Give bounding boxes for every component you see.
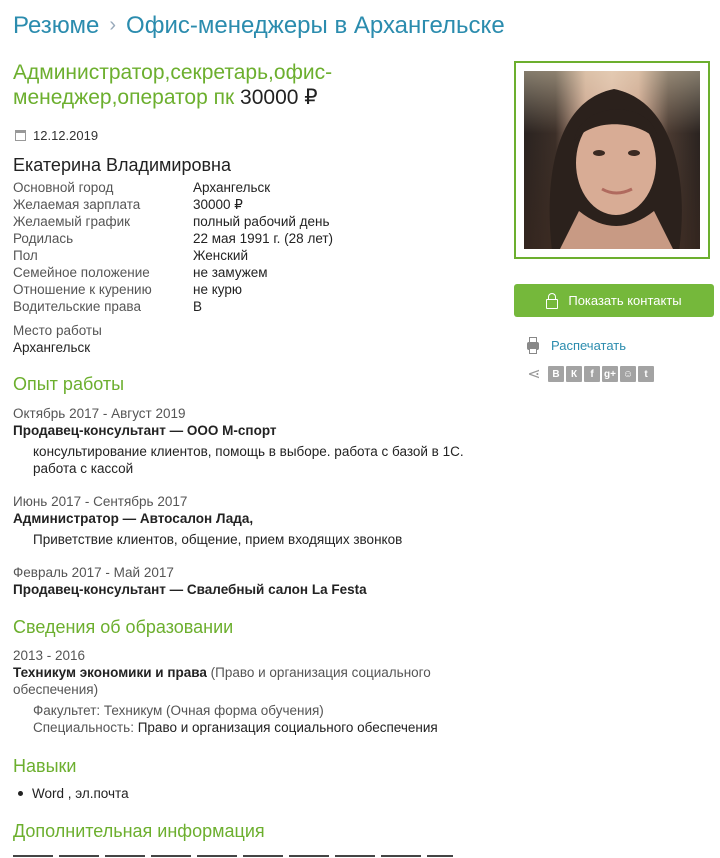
info-row	[13, 179, 333, 196]
education-institution: Техникум экономики и права	[13, 665, 207, 680]
skills-heading: Навыки	[13, 756, 77, 776]
education-specialty-label: Специальность:	[33, 720, 134, 735]
info-label: Водительские права	[13, 299, 141, 314]
education-heading: Сведения об образовании	[13, 617, 234, 637]
education-specialty	[33, 719, 493, 736]
workplace-value: Архангельск	[13, 340, 91, 355]
share-icon: ⋖	[527, 366, 541, 383]
experience-item	[13, 564, 503, 598]
candidate-photo-frame[interactable]	[514, 61, 710, 259]
experience-description: Приветствие клиентов, общение, прием входящих звонков	[33, 532, 403, 547]
info-value: B	[193, 299, 203, 314]
workplace-label: Место работы	[13, 323, 102, 338]
education-institution-note: (Право и организация социального обеспечения)	[13, 665, 431, 697]
printer-icon	[527, 342, 539, 350]
experience-period: Октябрь 2017 - Август 2019	[13, 406, 186, 421]
info-value: полный рабочий день	[193, 214, 330, 229]
experience-heading: Опыт работы	[13, 374, 125, 394]
resume-position: Администратор,секретарь,офис-менеджер,оператор пк	[13, 61, 333, 109]
info-label: Родилась	[13, 231, 74, 246]
info-row	[13, 298, 333, 315]
bullet-icon	[18, 791, 23, 796]
info-label: Пол	[13, 248, 38, 263]
vk-share-icon[interactable]: В	[548, 366, 564, 382]
additional-heading: Дополнительная информация	[13, 821, 265, 841]
resume-date-value: 12.12.2019	[33, 128, 99, 143]
info-row	[13, 230, 333, 247]
info-row	[13, 264, 333, 281]
candidate-name: Екатерина Владимировна	[13, 155, 232, 175]
education-institution-line	[13, 664, 493, 698]
info-row	[13, 196, 333, 213]
experience-position: Продавец-консультант — ООО М-спорт	[13, 423, 277, 438]
print-link[interactable]	[527, 338, 626, 353]
print-label: Распечатать	[551, 338, 627, 353]
resume-title	[13, 60, 433, 110]
info-label: Желаемая зарплата	[13, 197, 141, 212]
truncated-text-line	[13, 853, 453, 858]
info-value: не курю	[193, 282, 243, 297]
info-value: Архангельск	[193, 180, 271, 195]
show-contacts-label: Показать контакты	[568, 293, 682, 308]
breadcrumb-root-link[interactable]: Резюме	[13, 12, 100, 39]
info-label: Основной город	[13, 180, 114, 195]
resume-date	[15, 128, 98, 143]
facebook-share-icon[interactable]: f	[584, 366, 600, 382]
skills-list	[18, 786, 129, 801]
info-row	[13, 213, 333, 230]
breadcrumb-separator: ›	[109, 14, 117, 36]
share-bar	[526, 364, 656, 384]
breadcrumb	[13, 12, 505, 40]
experience-period: Июнь 2017 - Сентябрь 2017	[13, 494, 188, 509]
info-label: Семейное положение	[13, 265, 150, 280]
list-item	[18, 786, 129, 801]
info-table	[13, 179, 333, 315]
info-value: 30000 ₽	[193, 197, 243, 212]
experience-description: консультирование клиентов, помощь в выборе. работа с базой в 1С. работа с кассой	[33, 444, 464, 476]
education-item	[13, 647, 493, 736]
calendar-icon	[15, 130, 26, 141]
experience-item	[13, 493, 503, 548]
info-row	[13, 247, 333, 264]
skill-text: Word , эл.почта	[32, 786, 129, 801]
info-value: Женский	[193, 248, 249, 263]
breadcrumb-current-link[interactable]: Офис-менеджеры в Архангельске	[126, 12, 505, 39]
education-period: 2013 - 2016	[13, 648, 86, 663]
education-details	[13, 702, 493, 736]
candidate-photo[interactable]	[524, 71, 700, 249]
info-value: 22 мая 1991 г. (28 лет)	[193, 231, 334, 246]
resume-salary: 30000 ₽	[240, 86, 318, 109]
workplace	[13, 322, 102, 356]
experience-period: Февраль 2017 - Май 2017	[13, 565, 174, 580]
google-plus-share-icon[interactable]: g+	[602, 366, 618, 382]
info-label: Отношение к курению	[13, 282, 152, 297]
info-label: Желаемый график	[13, 214, 131, 229]
experience-position: Продавец-консультант — Свалебный салон La Festa	[13, 582, 367, 597]
moimir-share-icon[interactable]: ☺	[620, 366, 636, 382]
experience-item	[13, 405, 503, 477]
lock-icon	[546, 299, 558, 309]
experience-position: Администратор — Автосалон Лада,	[13, 511, 254, 526]
info-row	[13, 281, 333, 298]
education-faculty: Факультет: Техникум (Очная форма обучения)	[33, 703, 324, 718]
info-value: не замужем	[193, 265, 268, 280]
show-contacts-button[interactable]	[514, 284, 714, 317]
odnoklassniki-share-icon[interactable]: К	[566, 366, 582, 382]
education-specialty-value: Право и организация социального обеспечения	[137, 720, 438, 735]
twitter-share-icon[interactable]: t	[638, 366, 654, 382]
